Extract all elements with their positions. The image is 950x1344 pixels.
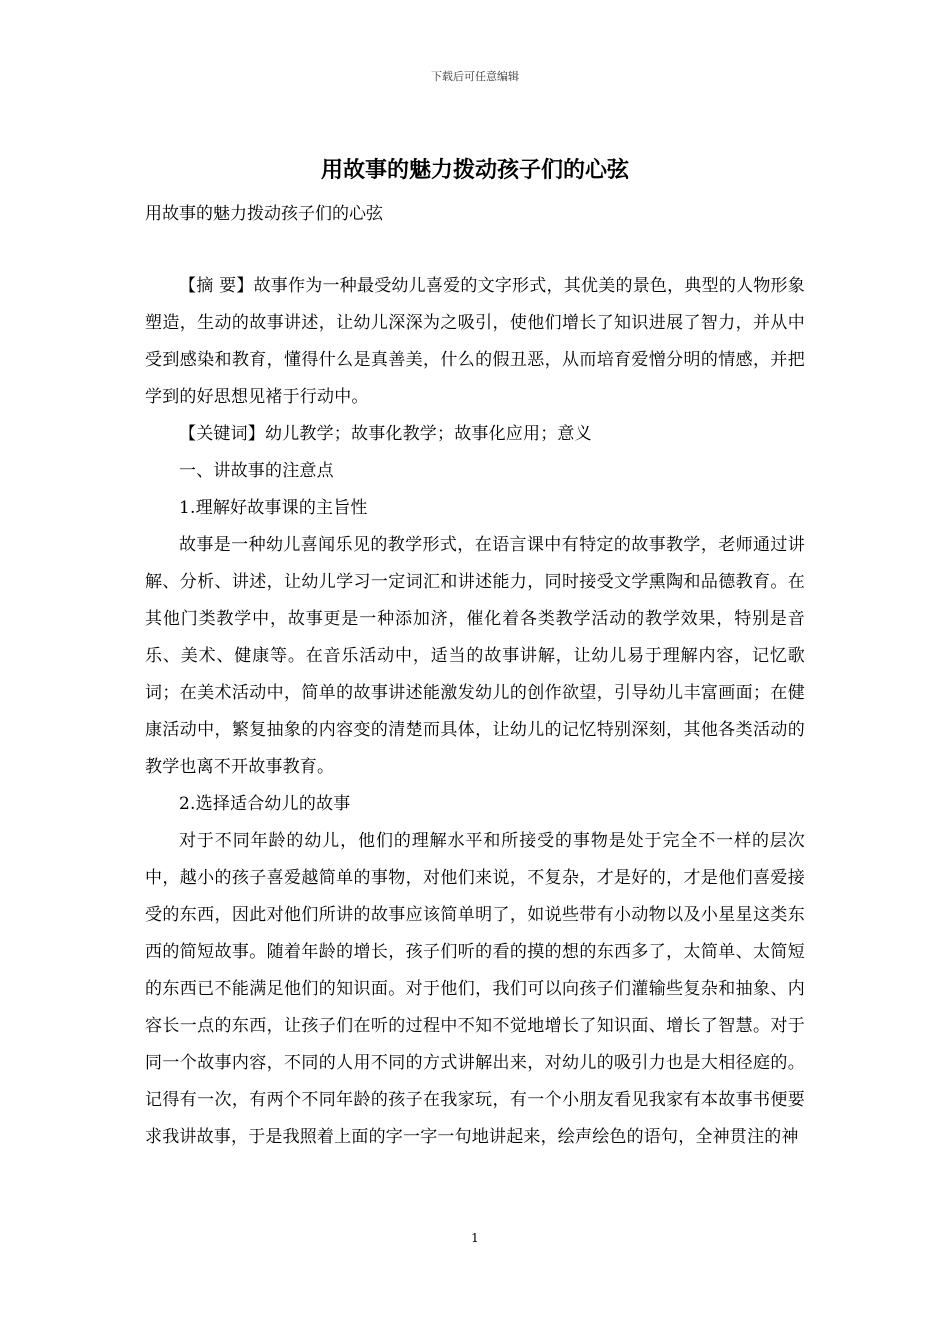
- abstract-paragraph: 【摘 要】故事作为一种最受幼儿喜爱的文字形式，其优美的景色，典型的人物形象塑造，生动的故事讲述，让幼儿深深为之吸引，使他们增长了知识进展了智力，并从中受到感染和教育，懂得什么是真善美，什么的假丑恶，从而培育爱憎分明的情感，并把学到的好思想见褚于行动中。: [145, 276, 805, 407]
- document-title: 用故事的魅力拨动孩子们的心弦: [320, 157, 629, 183]
- body-paragraph-2: 对于不同年龄的幼儿，他们的理解水平和所接受的事物是处于完全不一样的层次中，越小的孩子喜爱越简单的事物，对他们来说，不复杂，才是好的，才是他们喜爱接受的东西，因此对他们所讲的故事应该简单明了，如说些带有小动物以及小星星这类东西的简短故事。随着年龄的增长，孩子们听的看的摸的想的东西多了，太简单、太简短的东西已不能满足他们的知识面。对于他们，我们可以向孩子们灌输些复杂和抽象、内容长一点的东西，让孩子们在听的过程中不知不觉地增长了知识面、增长了智慧。对于同一个故事内容，不同的人用不同的方式讲解出来，对幼儿的吸引力也是大相径庭的。记得有一次，有两个不同年龄的孩子在我家玩，有一个小朋友看见我家有本故事书便要求我讲故事，于是我照着上面的字一字一句地讲起来，绘声绘色的语句，全神贯注的神: [145, 831, 805, 1147]
- body-paragraph-1: 故事是一种幼儿喜闻乐见的教学形式，在语言课中有特定的故事教学，老师通过讲解、分析、讲述，让幼儿学习一定词汇和讲述能力，同时接受文学熏陶和品德教育。在其他门类教学中，故事更是一种添加济，催化着各类教学活动的教学效果，特别是音乐、美术、健康等。在音乐活动中，适当的故事讲解，让幼儿易于理解内容，记忆歌词；在美术活动中，简单的故事讲述能激发幼儿的创作欲望，引导幼儿丰富画面；在健康活动中，繁复抽象的内容变的清楚而具体，让幼儿的记忆特别深刻，其他各类活动的教学也离不开故事教育。: [145, 535, 805, 777]
- header-note: 下载后可任意编辑: [431, 70, 519, 83]
- subsection-heading-2: 2.选择适合幼儿的故事: [179, 794, 351, 814]
- subsection-heading-1: 1.理解好故事课的主旨性: [179, 498, 368, 518]
- section-heading-1: 一、讲故事的注意点: [179, 461, 334, 481]
- document-subtitle: 用故事的魅力拨动孩子们的心弦: [145, 204, 383, 224]
- keywords-paragraph: 【关键词】幼儿教学；故事化教学；故事化应用；意义: [179, 424, 592, 444]
- page-number: 1: [471, 1231, 479, 1245]
- document-body: [145, 268, 805, 1156]
